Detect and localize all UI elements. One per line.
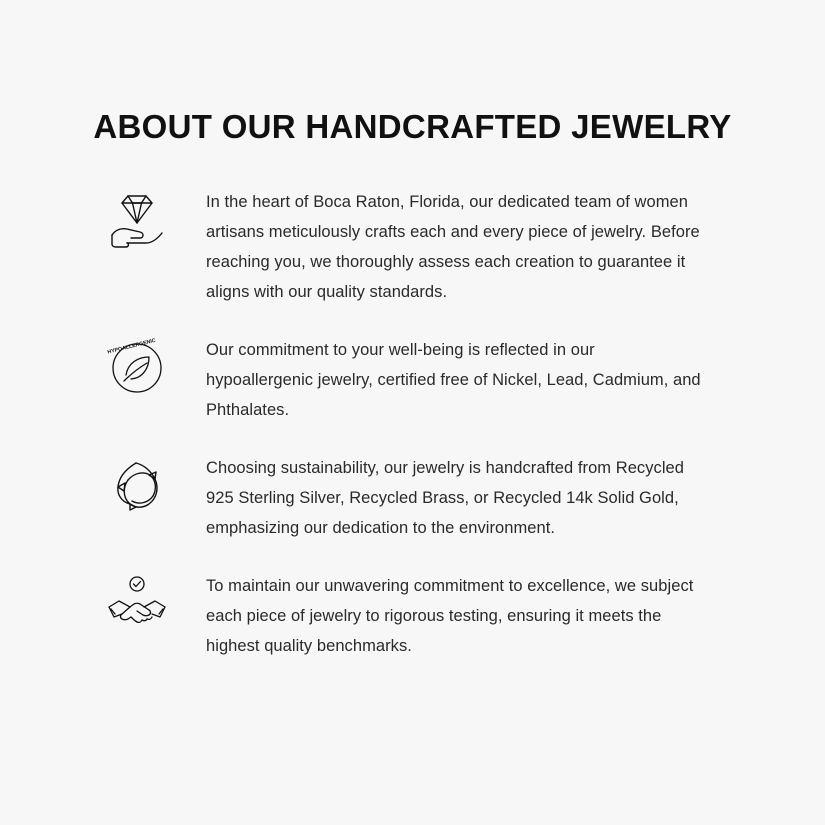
list-item bbox=[106, 571, 725, 661]
svg-text:HYPOALLERGENIC: HYPOALLERGENIC bbox=[106, 337, 157, 356]
list-item-text: To maintain our unwavering commitment to excellence, we subject each piece of jewelry to rigorous testing, ensuring it meets the highest quality benchmarks. bbox=[206, 577, 694, 655]
recycling-leaves-icon bbox=[106, 455, 168, 517]
list-item bbox=[106, 453, 725, 543]
list-item-text: Our commitment to your well-being is reflected in our hypoallergenic jewelry, certified free of Nickel, Lead, Cadmium, and Phthalates. bbox=[206, 341, 701, 419]
feature-list bbox=[0, 187, 825, 661]
list-item-text: Choosing sustainability, our jewelry is handcrafted from Recycled 925 Sterling Silver, Recycled Brass, or Recycled 14k Solid Gold, emphasizing our dedication to the environment. bbox=[206, 459, 684, 537]
list-item bbox=[106, 187, 725, 307]
list-item-text: In the heart of Boca Raton, Florida, our dedicated team of women artisans meticulously crafts each and every piece of jewelry. Before reaching you, we thoroughly assess each creation to guarantee it aligns with our quality standards. bbox=[206, 193, 700, 301]
list-item bbox=[106, 335, 725, 425]
hypoallergenic-leaf-badge-icon bbox=[106, 335, 168, 397]
handshake-quality-check-icon bbox=[106, 573, 168, 635]
page-title: ABOUT OUR HANDCRAFTED JEWELRY bbox=[93, 108, 732, 145]
diamond-in-hand-icon bbox=[106, 191, 168, 253]
